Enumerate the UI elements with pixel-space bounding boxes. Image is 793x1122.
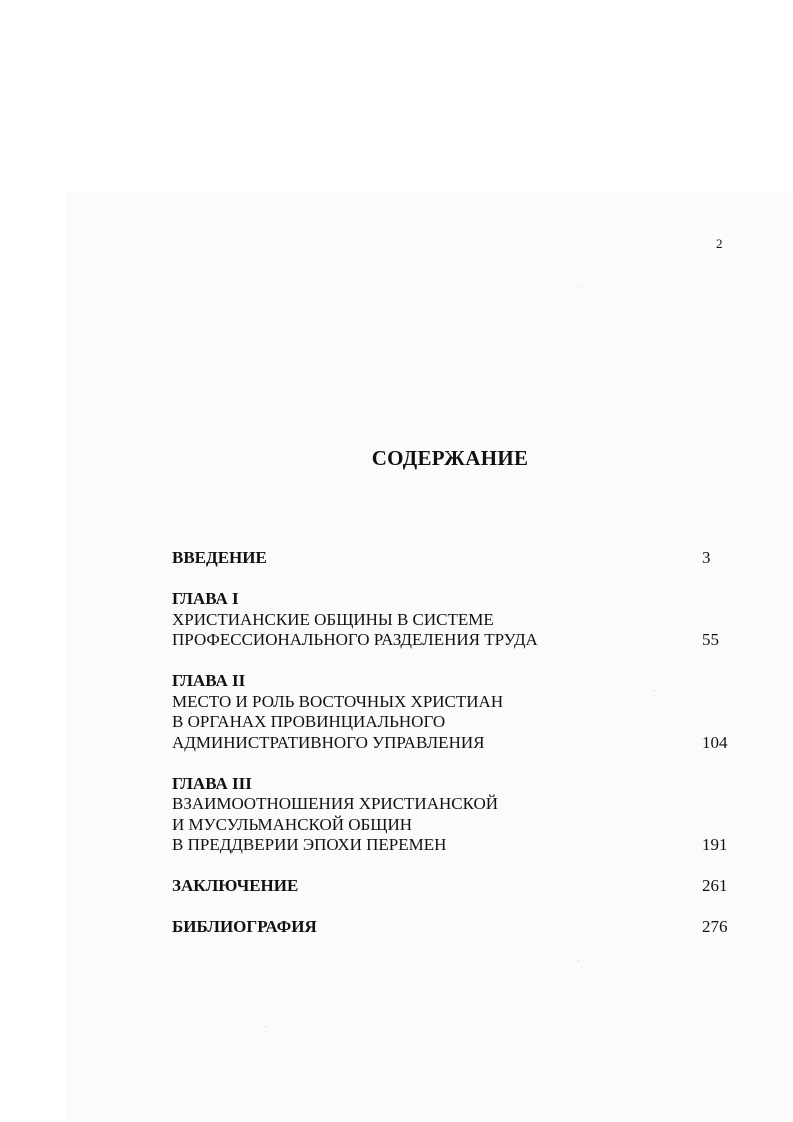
toc-entry-heading: ЗАКЛЮЧЕНИЕ [172,876,299,895]
toc-entry [172,876,732,897]
toc-entry-title-line: МЕСТО И РОЛЬ ВОСТОЧНЫХ ХРИСТИАН [172,691,504,711]
toc-entry-heading: ГЛАВА III [172,773,252,793]
toc-entry-heading: ГЛАВА II [172,671,246,690]
toc-page-number: 191 [702,835,728,854]
toc-entry-heading: БИБЛИОГРАФИЯ [172,917,317,936]
toc-entry [172,774,732,856]
toc-page-number: 55 [702,630,719,649]
scan-speck [265,1026,266,1027]
toc-page-number: 3 [702,548,711,567]
table-of-contents [172,548,732,958]
toc-entry-title-line: ВЗАИМООТНОШЕНИЯ ХРИСТИАНСКОЙ [172,794,499,813]
toc-page-number: 104 [702,732,728,752]
toc-entry [172,917,732,938]
toc-entry-title-line: ХРИСТИАНСКИЕ ОБЩИНЫ В СИСТЕМЕ [172,609,494,629]
scan-speck [578,960,579,961]
toc-entry-heading: ВВЕДЕНИЕ [172,548,267,567]
toc-entry [172,548,732,569]
toc-entry-title-line: В ОРГАНАХ ПРОВИНЦИАЛЬНОГО [172,712,446,731]
page-title: СОДЕРЖАНИЕ [371,446,529,470]
toc-entry-heading: ГЛАВА I [172,589,239,608]
toc-entry [172,671,732,753]
toc-entry [172,589,732,651]
scan-speck [578,286,579,287]
toc-entry-title-line: ПРОФЕССИОНАЛЬНОГО РАЗДЕЛЕНИЯ ТРУДА [172,630,538,649]
page-number: 2 [716,236,723,251]
toc-entry-title-line: В ПРЕДДВЕРИИ ЭПОХИ ПЕРЕМЕН [172,835,447,854]
toc-entry-title-line: И МУСУЛЬМАНСКОЙ ОБЩИН [172,814,412,834]
toc-page-number: 261 [702,876,728,895]
toc-page-number: 276 [702,917,728,936]
toc-entry-title-line: АДМИНИСТРАТИВНОГО УПРАВЛЕНИЯ [172,732,485,752]
scan-speck [654,690,655,691]
